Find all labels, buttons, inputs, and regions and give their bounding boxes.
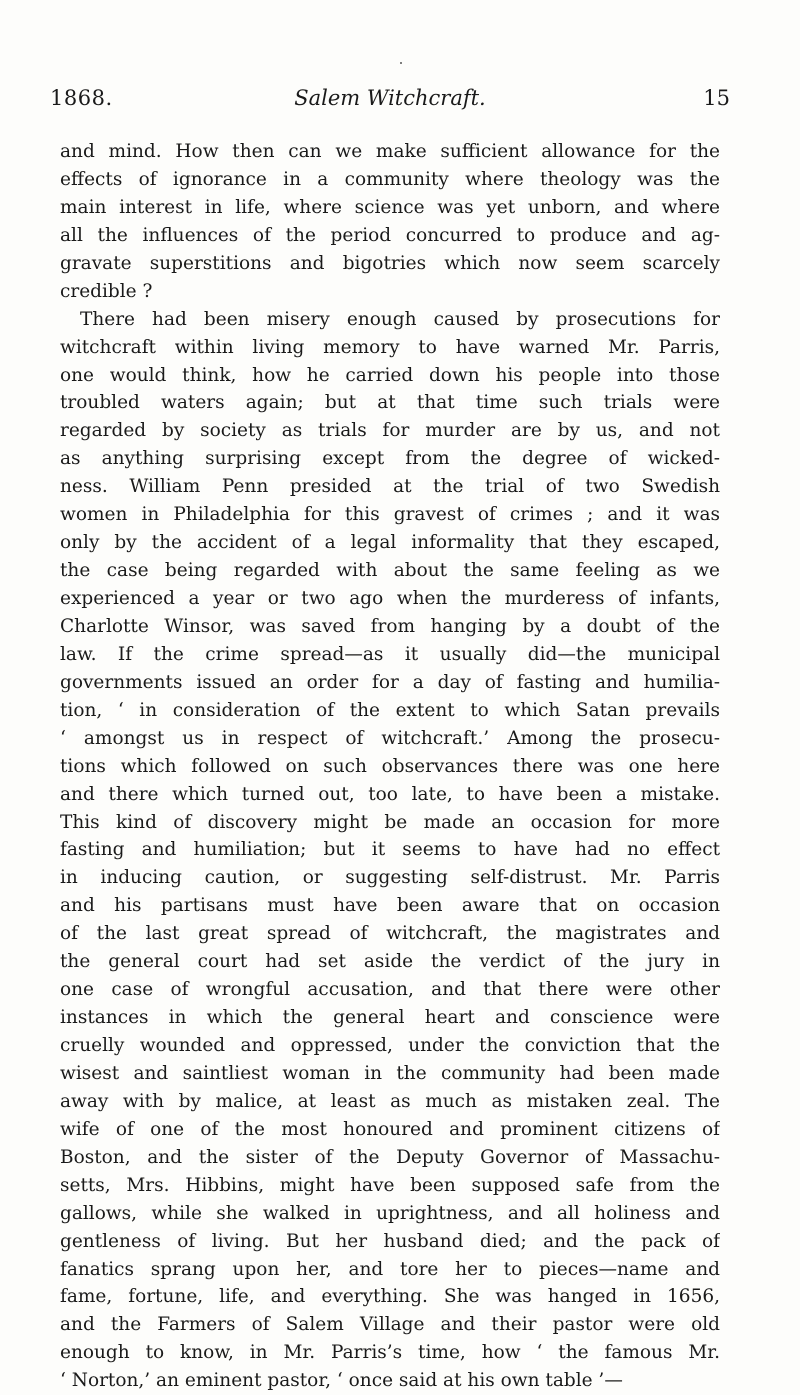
- text-line: ‘ Norton,’ an eminent pastor, ‘ once said at his own table ’—: [60, 1370, 623, 1392]
- text-line: witchcraft within living memory to have warned Mr. Parris,: [60, 336, 720, 358]
- text-line: experienced a year or two ago when the murderess of infants,: [60, 588, 720, 609]
- text-line: gallows, while she walked in uprightness, and all holiness and: [60, 1202, 720, 1224]
- header-year: 1868.: [50, 86, 113, 110]
- text-line: setts, Mrs. Hibbins, might have been supposed safe from the: [60, 1174, 720, 1196]
- text-line: ‘ amongst us in respect of witchcraft.’ Among the prosecu-: [60, 727, 720, 749]
- text-line: effects of ignorance in a community where theology was the: [60, 168, 720, 190]
- text-line: instances in which the general heart and conscience were: [60, 1007, 720, 1029]
- text-line: troubled waters again; but at that time such trials were: [60, 392, 720, 414]
- text-line: women in Philadelphia for this gravest of crimes ; and it was: [60, 504, 720, 526]
- text-line: enough to know, in Mr. Parris’s time, how ‘ the famous Mr.: [60, 1342, 720, 1364]
- text-line: tion, ‘ in consideration of the extent to which Satan prevails: [60, 699, 720, 721]
- text-line: in inducing caution, or suggesting self-distrust. Mr. Parris: [60, 867, 720, 889]
- text-line: all the influences of the period concurred to produce and ag-: [60, 224, 720, 246]
- text-line: one would think, how he carried down his people into those: [60, 364, 720, 386]
- text-line: fasting and humiliation; but it seems to have had no effect: [60, 839, 720, 861]
- text-line: credible ?: [60, 280, 153, 302]
- text-line: away with by malice, at least as much as mistaken zeal. The: [60, 1090, 720, 1112]
- text-line: wisest and saintliest woman in the community had been made: [60, 1062, 720, 1084]
- text-line: There had been misery enough caused by prosecutions for: [80, 308, 720, 330]
- text-line: the general court had set aside the verdict of the jury in: [60, 951, 720, 973]
- page-number: 15: [703, 86, 730, 110]
- text-line: Charlotte Winsor, was saved from hanging by a doubt of the: [60, 615, 720, 637]
- print-speck: [400, 62, 402, 64]
- text-line: only by the accident of a legal informality that they escaped,: [60, 532, 720, 554]
- text-line: one case of wrongful accusation, and that there were other: [60, 979, 720, 1001]
- text-line: as anything surprising except from the degree of wicked-: [60, 448, 720, 470]
- body-text: [60, 138, 720, 1395]
- text-line: and the Farmers of Salem Village and their pastor were old: [60, 1314, 720, 1336]
- text-line: Boston, and the sister of the Deputy Governor of Massachu-: [60, 1146, 720, 1168]
- header-title: Salem Witchcraft.: [294, 86, 486, 110]
- text-line: governments issued an order for a day of fasting and humilia-: [60, 671, 720, 693]
- text-line: fame, fortune, life, and everything. She was hanged in 1656,: [60, 1286, 720, 1308]
- text-line: tions which followed on such observances there was one here: [60, 755, 720, 777]
- text-line: cruelly wounded and oppressed, under the conviction that the: [60, 1035, 720, 1056]
- text-line: and his partisans must have been aware that on occasion: [60, 895, 720, 917]
- text-line: of the last great spread of witchcraft, the magistrates and: [60, 923, 720, 945]
- text-line: gentleness of living. But her husband died; and the pack of: [60, 1230, 720, 1252]
- text-line: law. If the crime spread—as it usually did—the municipal: [60, 643, 720, 665]
- text-line: main interest in life, where science was yet unborn, and where: [60, 196, 720, 218]
- text-line: This kind of discovery might be made an occasion for more: [60, 811, 720, 833]
- text-line: and there which turned out, too late, to have been a mistake.: [60, 783, 720, 805]
- text-line: gravate superstitions and bigotries which now seem scarcely: [60, 252, 720, 274]
- text-line: regarded by society as trials for murder are by us, and not: [60, 420, 720, 442]
- text-line: fanatics sprang upon her, and tore her to pieces—name and: [60, 1258, 720, 1280]
- text-line: wife of one of the most honoured and prominent citizens of: [60, 1118, 720, 1140]
- text-line: the case being regarded with about the same feeling as we: [60, 560, 720, 582]
- text-line: ness. William Penn presided at the trial of two Swedish: [60, 476, 720, 498]
- running-header: [50, 86, 730, 116]
- text-line: and mind. How then can we make sufficient allowance for the: [60, 141, 720, 162]
